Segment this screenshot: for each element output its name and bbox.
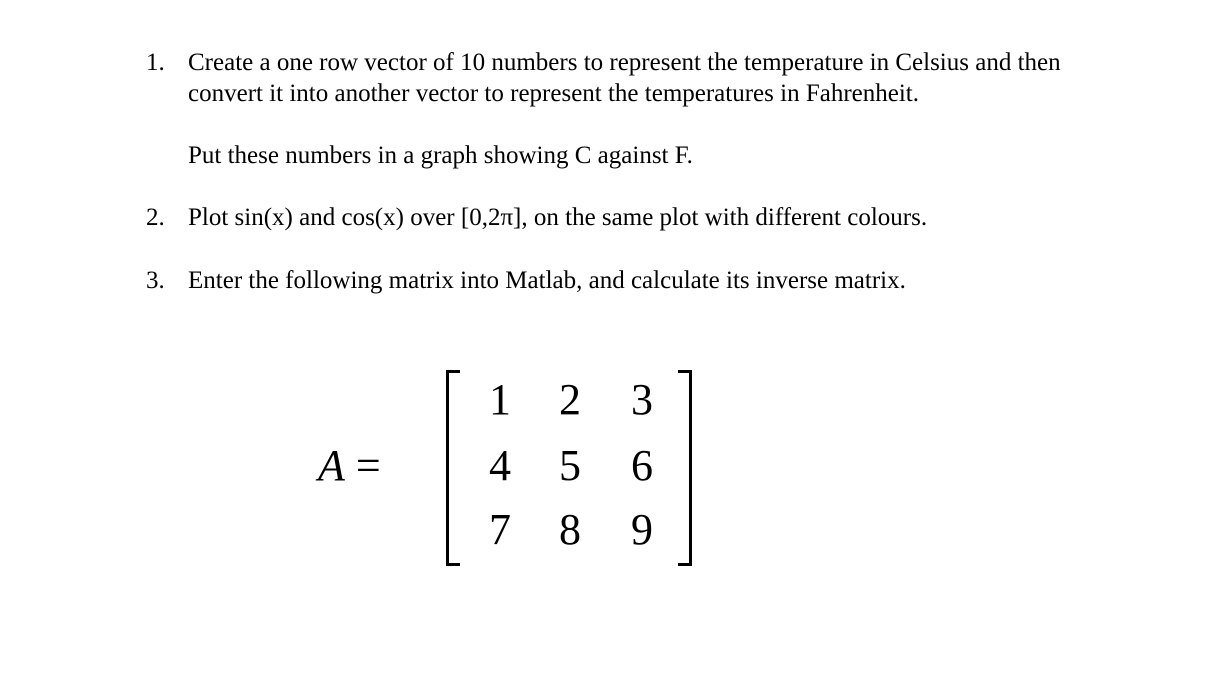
matrix-cell: 3 [631, 375, 653, 424]
question-1 [146, 47, 1061, 78]
question-3-text: Enter the following matrix into Matlab, and calculate its inverse matrix. [188, 267, 906, 294]
question-number: 3. [146, 267, 165, 294]
question-2-text: Plot sin(x) and cos(x) over [0,2π], on the same plot with different colours. [188, 204, 928, 231]
matrix-cell: 8 [559, 505, 581, 554]
matrix-cell: 5 [559, 441, 581, 490]
matrix-label [318, 442, 381, 490]
question-2 [146, 202, 927, 233]
matrix-cell: 6 [631, 441, 653, 490]
question-3 [146, 265, 906, 296]
question-number: 2. [146, 204, 165, 231]
matrix-cell: 1 [489, 375, 511, 424]
left-bracket [446, 370, 460, 566]
matrix-cell: 9 [631, 505, 653, 554]
matrix-cell: 7 [489, 505, 511, 554]
right-bracket [678, 370, 692, 566]
matrix-cell: 4 [489, 441, 511, 490]
matrix-equation [318, 366, 698, 570]
equals-sign: = [355, 441, 381, 490]
matrix-cell: 2 [559, 375, 581, 424]
question-number: 1. [146, 49, 165, 76]
question-1-text-line-2: convert it into another vector to represent the temperatures in Fahrenheit. [188, 80, 919, 107]
matrix-variable: A [318, 441, 345, 490]
question-1-note: Put these numbers in a graph showing C against F. [188, 142, 693, 169]
question-1-text-line-1: Create a one row vector of 10 numbers to represent the temperature in Celsius and then [188, 49, 1061, 76]
